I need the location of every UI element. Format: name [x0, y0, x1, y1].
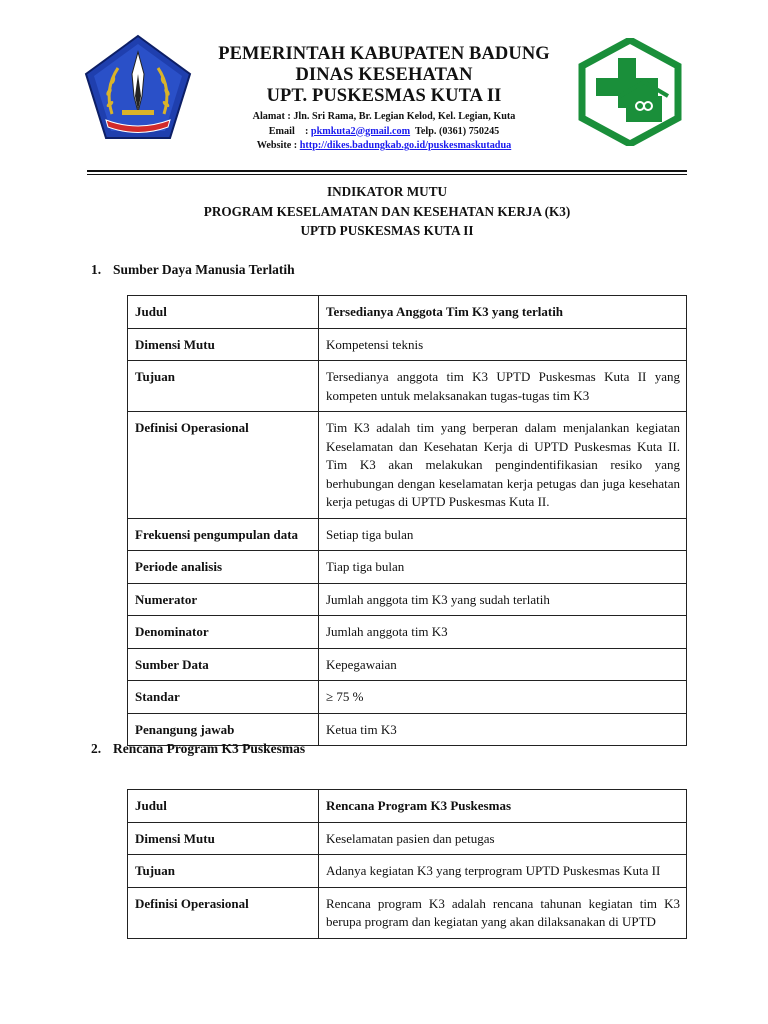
table-row — [128, 790, 687, 823]
row-value: Rencana Program K3 Puskesmas — [319, 790, 687, 823]
agency-name: PEMERINTAH KABUPATEN BADUNG — [218, 44, 550, 64]
row-label: Penangung jawab — [128, 713, 319, 746]
row-value: Adanya kegiatan K3 yang terprogram UPTD Puskesmas Kuta II — [319, 855, 687, 888]
table-row — [128, 296, 687, 329]
letterhead-rule-thick — [87, 170, 687, 172]
title-line-1: INDIKATOR MUTU — [326, 184, 448, 199]
department-name: DINAS KESEHATAN — [295, 65, 473, 85]
row-label: Standar — [128, 681, 319, 714]
email-link[interactable]: pkmkuta2@gmail.com — [310, 125, 411, 137]
row-value: Rencana program K3 adalah rencana tahunan kegiatan tim K3 berupa program dan kegiatan yang akan dilaksanakan di UPTD — [319, 887, 687, 938]
table-row — [128, 648, 687, 681]
table-row — [128, 328, 687, 361]
letterhead-rule-thin — [87, 174, 687, 175]
document-title — [87, 182, 687, 241]
table-row — [128, 361, 687, 412]
section-number: 2. — [91, 741, 102, 756]
table-row — [128, 551, 687, 584]
table-row — [128, 855, 687, 888]
row-value: Kepegawaian — [319, 648, 687, 681]
section-2-heading — [91, 741, 305, 757]
unit-name: UPT. PUSKESMAS KUTA II — [266, 86, 502, 106]
row-label: Sumber Data — [128, 648, 319, 681]
row-value: Jumlah anggota tim K3 — [319, 616, 687, 649]
address: Alamat : Jln. Sri Rama, Br. Legian Kelod, Kel. Legian, Kuta — [252, 111, 516, 122]
puskesmas-green-cross-icon — [578, 38, 682, 146]
row-label: Tujuan — [128, 855, 319, 888]
row-label: Dimensi Mutu — [128, 822, 319, 855]
row-value: Ketua tim K3 — [319, 713, 687, 746]
row-value: Jumlah anggota tim K3 yang sudah terlatih — [319, 583, 687, 616]
table-row — [128, 412, 687, 519]
row-label: Denominator — [128, 616, 319, 649]
indicator-table-2 — [127, 789, 687, 939]
indicator-table-1 — [127, 295, 687, 746]
title-line-2: PROGRAM KESELAMATAN DAN KESEHATAN KERJA (K3) — [203, 203, 571, 219]
row-label: Dimensi Mutu — [128, 328, 319, 361]
row-label: Judul — [128, 296, 319, 329]
table-row — [128, 681, 687, 714]
row-label: Numerator — [128, 583, 319, 616]
badung-regency-emblem-icon — [84, 34, 192, 142]
row-label: Periode analisis — [128, 551, 319, 584]
website-link[interactable]: http://dikes.badungkab.go.id/puskesmaskutadua — [299, 140, 512, 151]
section-1-heading — [91, 262, 295, 278]
section-title: Sumber Daya Manusia Terlatih — [113, 262, 295, 277]
row-value: Tersedianya Anggota Tim K3 yang terlatih — [319, 296, 687, 329]
website-line — [200, 139, 568, 154]
table-row — [128, 616, 687, 649]
row-value: Setiap tiga bulan — [319, 518, 687, 551]
title-line-3: UPTD PUSKESMAS KUTA II — [300, 223, 474, 238]
row-label: Definisi Operasional — [128, 887, 319, 938]
row-label: Frekuensi pengumpulan data — [128, 518, 319, 551]
section-number: 1. — [91, 262, 102, 277]
letterhead — [0, 0, 768, 180]
row-label: Tujuan — [128, 361, 319, 412]
table-row — [128, 518, 687, 551]
row-value: Tersedianya anggota tim K3 UPTD Puskesmas Kuta II yang kompeten untuk melaksanakan tugas-tugas tim K3 — [319, 361, 687, 412]
row-value: Keselamatan pasien dan petugas — [319, 822, 687, 855]
row-label: Judul — [128, 790, 319, 823]
row-value: Tim K3 adalah tim yang berperan dalam menjalankan kegiatan Keselamatan dan Kesehatan Kerja di UPTD Puskesmas Kuta II. Tim K3 akan melakukan pengindentifikasian resiko yang berhubungan dengan keselamatan kerja petugas dan juga kesehatan kerja petugas di UPTD Puskesmas Kuta II. — [319, 412, 687, 519]
table-row — [128, 822, 687, 855]
contact-line — [200, 125, 568, 140]
row-value: ≥ 75 % — [319, 681, 687, 714]
website-label: Website : — [256, 140, 300, 151]
row-value: Kompetensi teknis — [319, 328, 687, 361]
email-label: Email : — [268, 125, 311, 137]
table-row — [128, 887, 687, 938]
section-title: Rencana Program K3 Puskesmas — [113, 741, 306, 756]
table-row — [128, 583, 687, 616]
phone: Telp. (0361) 750245 — [410, 125, 500, 137]
row-label: Definisi Operasional — [128, 412, 319, 519]
row-value: Tiap tiga bulan — [319, 551, 687, 584]
